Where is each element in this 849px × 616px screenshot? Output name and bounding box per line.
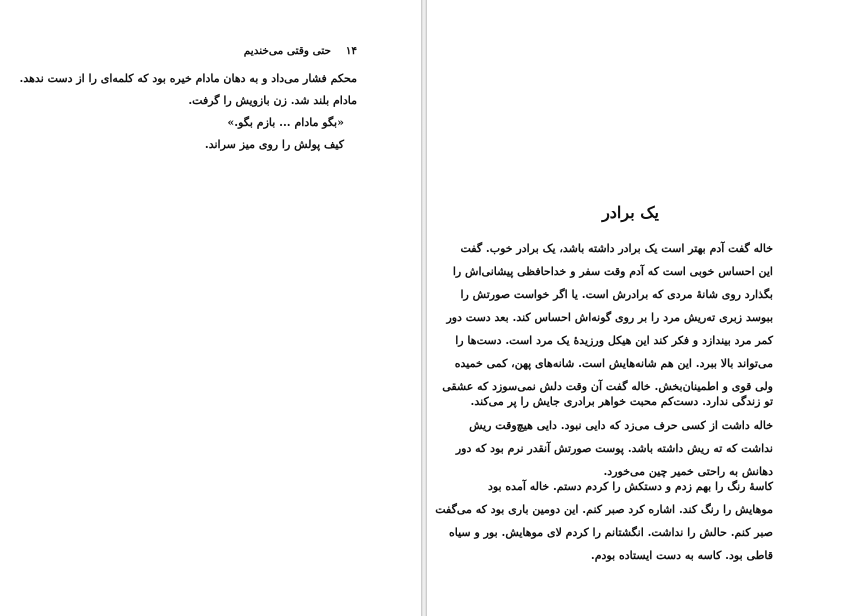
body-line: خاله گفت آدم بهتر است یک برادر داشته باشد، یک برادر خوب. گفت [460,242,773,255]
body-line: بگذارد روی شانهٔ مردی که برادرش است. یا اگر خواست صورتش را [460,288,773,301]
body-line: دهانش به راحتی خمیر چین می‌خورد. [603,465,773,478]
page-number: ۱۴ [345,45,357,57]
body-line: صبر کنم. حالش را نداشت. انگشتانم را کردم لای موهایش. بور و سیاه [448,526,773,539]
body-line: می‌تواند بالا ببرد. این هم شانه‌هایش است. شانه‌های پهن، کمی خمیده [454,357,773,370]
body-line: تو زندگی ندارد. دست‌کم محبت خواهر برادری جایش را پر می‌کند. [470,395,773,408]
body-line: مادام بلند شد. زن بازویش را گرفت. [188,94,357,107]
body-line: نداشت که ته ریش داشته باشد. پوست صورتش آنقدر نرم بود که دور [455,442,773,455]
body-line: ولی قوی و اطمینان‌بخش. خاله گفت آن وقت دلش نمی‌سوزد که عشقی [442,380,773,393]
body-line: کمر مرد بیندازد و فکر کند این هیکل ورزیدهٔ یک مرد است. دست‌ها را [455,334,773,347]
body-line: خاله داشت از کسی حرف می‌زد که دایی نبود. دایی هیچ‌وقت ریش [469,419,773,432]
chapter-title: یک برادر [602,203,659,222]
body-line: قاطی بود. کاسه به دست ایستاده بودم. [590,549,773,562]
left-page [0,0,421,616]
body-line: کاسهٔ رنگ را بهم زدم و دستکش را کردم دستم. خاله آمده بود [487,480,773,493]
body-line: کیف پولش را روی میز سراند. [204,138,344,151]
right-page [427,0,849,616]
body-line: موهایش را رنگ کند. اشاره کرد صبر کنم. این دومین باری بود که می‌گفت [435,503,773,516]
body-line: این احساس خوبی است که آدم وقت سفر و خداحافظی پیشانی‌اش را [452,265,773,278]
running-head: حتی وقتی می‌خندیم [243,45,331,57]
body-line: «بگو مادام ... بازم بگو.» [227,116,344,129]
body-line: ببوسد زبری ته‌ریش مرد را بر روی گونه‌اش احساس کند. بعد دست دور [446,311,773,324]
body-line: محکم فشار می‌داد و به دهان مادام خیره بود که کلمه‌ای را از دست ندهد. [19,72,357,85]
